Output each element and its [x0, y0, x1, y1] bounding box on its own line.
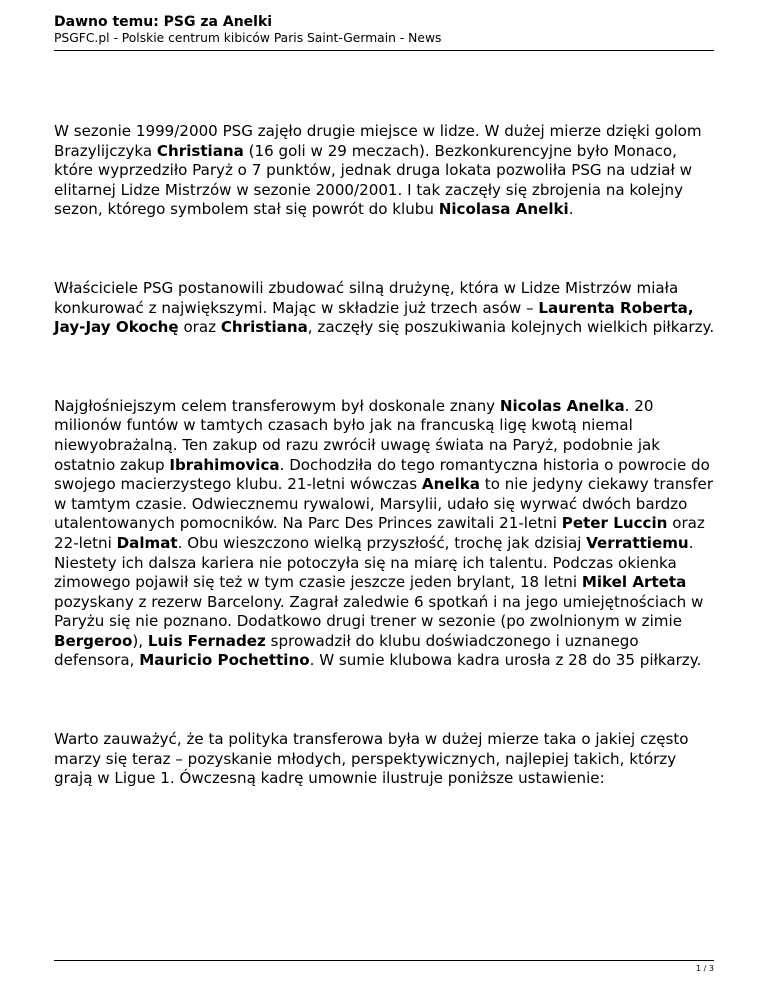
- article-body: [54, 122, 719, 848]
- text-run: oraz 22-letni: [54, 514, 705, 552]
- text-run: Właściciele PSG postanowili zbudować silną drużynę, która w Lidze Mistrzów miała konkurować z największymi. Mając w składzie już trzech asów –: [54, 278, 679, 317]
- page-number: 1 / 3: [696, 964, 714, 973]
- bold-name: Nicolasa Anelki: [438, 200, 569, 219]
- text-run: , zaczęły się poszukiwania kolejnych wielkich piłkarzy.: [307, 318, 715, 337]
- bold-name: Peter Luccin: [561, 514, 668, 533]
- text-run: . Obu wieszczono wielką przyszłość, trochę jak dzisiaj: [177, 533, 587, 552]
- text-run: Najgłośniejszym celem transferowym był doskonale znany: [54, 396, 500, 415]
- bold-name: Dalmat: [116, 533, 178, 552]
- document-header: [54, 14, 714, 46]
- article-title: Dawno temu: PSG za Anelki: [54, 14, 273, 30]
- text-run: oraz: [178, 318, 221, 337]
- text-run: .: [568, 200, 574, 219]
- bold-name: Anelka: [421, 475, 480, 494]
- article-paragraph: [54, 279, 719, 338]
- footer-divider: [54, 960, 714, 961]
- text-run: pozyskany z rezerw Barcelony. Zagrał zaledwie 6 spotkań i na jego umiejętnościach w Paryżu się nie poznano. Dodatkowo drugi trener w sezonie (po zwolnionym w zimie: [54, 592, 704, 631]
- text-run: ),: [132, 631, 148, 650]
- bold-name: Verrattiemu: [586, 533, 689, 552]
- text-run: . W sumie klubowa kadra urosła z 28 do 35 piłkarzy.: [309, 651, 702, 670]
- article-paragraph: [54, 122, 719, 220]
- bold-name: Christiana: [156, 141, 244, 160]
- bold-name: Luis Fernadez: [147, 631, 266, 650]
- text-run: . Niestety ich dalsza kariera nie potoczyła się na miarę ich talentu. Podczas okienka zimowego pojawił się też w tym czasie jeszcze jeden brylant, 18 letni: [54, 533, 694, 592]
- bold-name: Christiana: [220, 318, 308, 337]
- bold-name: Mauricio Pochettino: [139, 651, 310, 670]
- text-run: (16 goli w 29 meczach). Bezkonkurencyjne było Monaco, które wyprzedziło Paryż o 7 punktów, jednak druga lokata pozwoliła PSG na udział w elitarnej Lidze Mistrzów w sezonie 2000/2001. I tak zaczęły się zbrojenia na kolejny sezon, którego symbolem stał się powrót do klubu: [54, 141, 692, 219]
- bold-name: Nicolas Anelka: [499, 396, 625, 415]
- text-run: . Dochodziła do tego romantyczna historia o powrocie do swojego macierzystego klubu. 21-letni wówczas: [54, 455, 710, 494]
- bold-name: Laurenta Roberta, Jay-Jay Okochę: [54, 298, 694, 337]
- header-divider: [54, 50, 714, 51]
- text-run: . 20 milionów funtów w tamtych czasach było jak na francuską ligę kwotą niemal niewyobrażalną. Ten zakup od razu zwrócił uwagę świata na Paryż, podobnie jak ostatnio zakup: [54, 396, 661, 474]
- text-run: to nie jedyny ciekawy transfer w tamtym czasie. Odwiecznemu rywalowi, Marsylii, udało się wyrwać dwóch bardzo utalentowanych pomocników. Na Parc Des Princes zawitali 21-letni: [54, 475, 714, 533]
- text-run: W sezonie 1999/2000 PSG zajęło drugie miejsce w lidze. W dużej mierze dzięki golom Brazylijczyka: [54, 122, 702, 160]
- text-run: Warto zauważyć, że ta polityka transferowa była w dużej mierze taka o jakiej często marzy się teraz – pozyskanie młodych, perspektywicznych, najlepiej takich, którzy grają w Ligue 1. Ówczesną kadrę umownie ilustruje poniższe ustawienie:: [54, 730, 689, 788]
- site-subtitle: PSGFC.pl - Polskie centrum kibiców Paris Saint-Germain - News: [54, 31, 442, 45]
- article-paragraph: [54, 397, 719, 671]
- bold-name: Ibrahimovica: [169, 455, 280, 474]
- text-run: sprowadził do klubu doświadczonego i uznanego defensora,: [54, 631, 639, 670]
- bold-name: Mikel Arteta: [581, 573, 687, 592]
- bold-name: Bergeroo: [54, 631, 133, 650]
- article-paragraph: [54, 730, 719, 789]
